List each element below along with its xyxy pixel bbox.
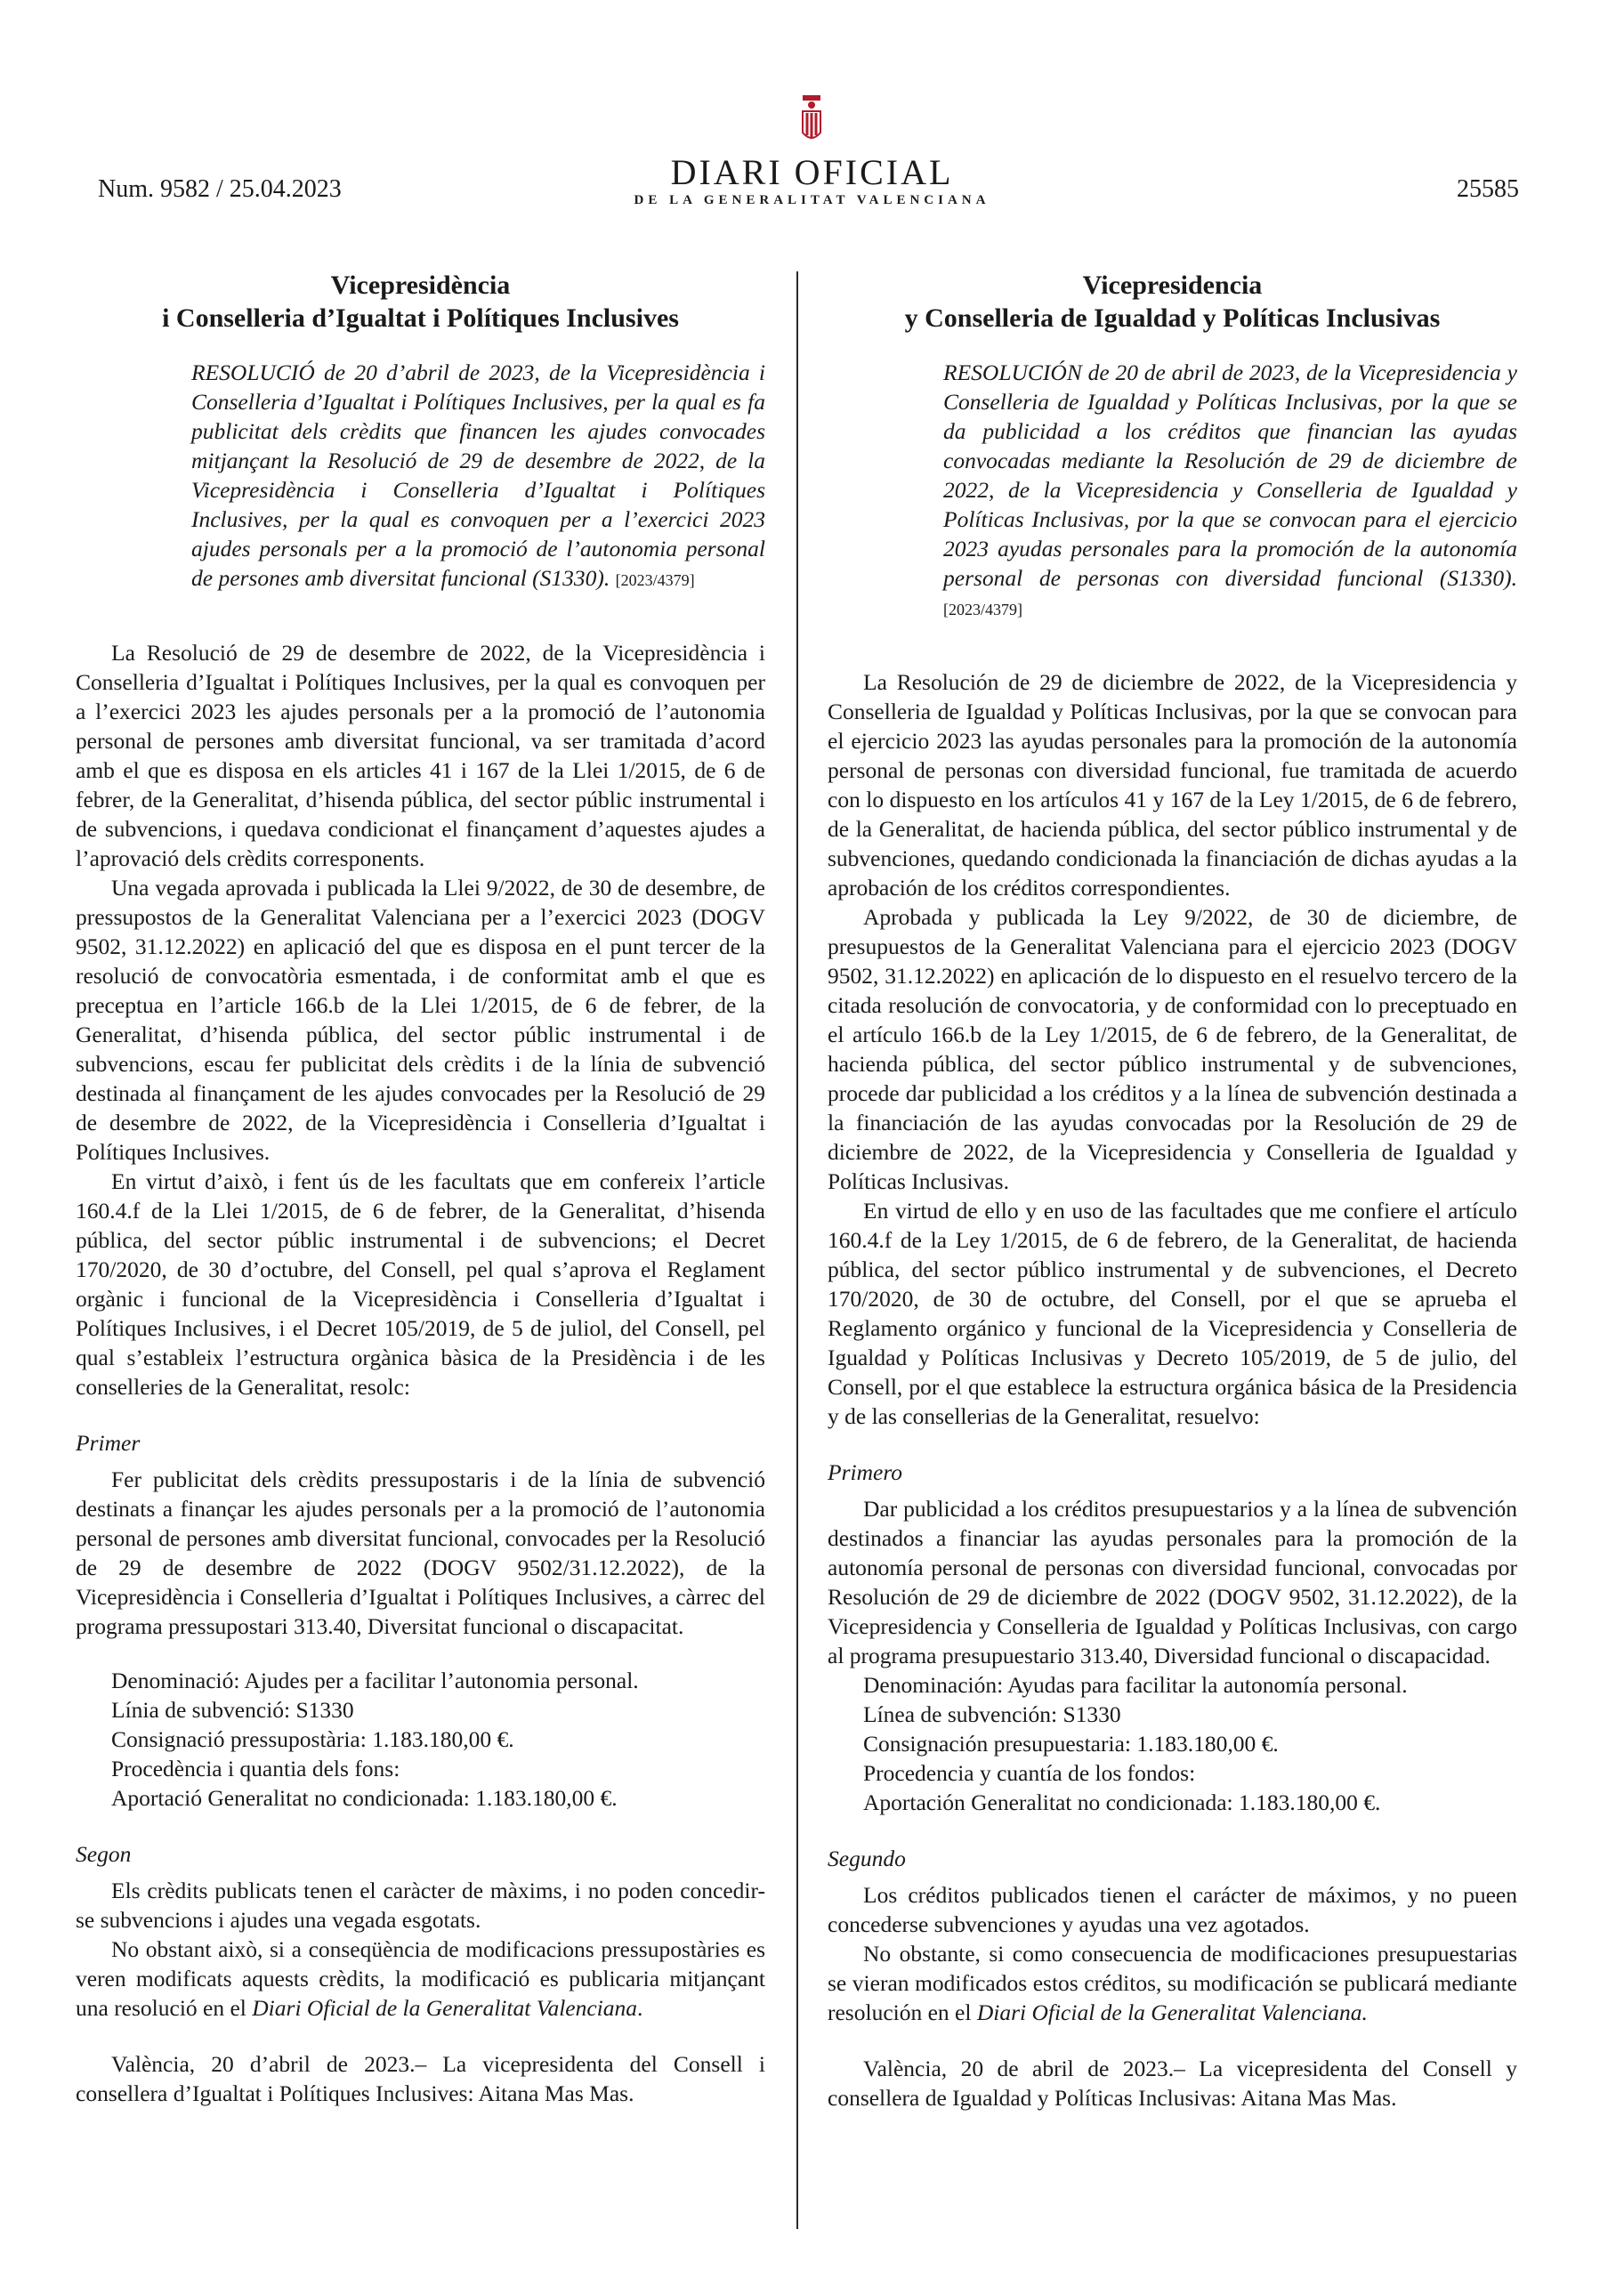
list-item: Denominación: Ayudas para facilitar la autonomía personal. (863, 1672, 1408, 1698)
paragraph: Aprobada y publicada la Ley 9/2022, de 30 de diciembre, de presupuestos de la Generalitat Valenciana para el ejercicio 2023 (DOGV 9502, 31.12.2022) en aplicación de lo dispuesto en el resuelvo tercero de la citada resolución de convocatoria, y de conformidad con lo preceptuado en el artículo 166.b de la Ley 1/2015, de 6 de febrero, de la Generalitat, de hacienda pública, del sector público instrumental y de subvenciones, procede dar publicidad a los créditos y a la línea de subvención destinada a la financiación de las ayudas convocadas por la Resolución de 29 de diciembre de 2022, de la Vicepresidencia y Conselleria de Igualdad y Políticas Inclusivas. (828, 904, 1517, 1194)
article-heading: Segon (76, 1841, 132, 1867)
paragraph: Dar publicidad a los créditos presupuestarios y a la línea de subvención destinados a financiar las ayudas personales para la promoción de la autonomía personal de personas con diversidad funcional, convocadas por Resolución de 29 de diciembre de 2022 (DOGV 9502, 31.12.2022), de la Vicepresidencia y Conselleria de Igualdad y Políticas Inclusivas, con cargo al programa presupuestario 313.40, Diversidad funcional o discapacidad. (828, 1496, 1517, 1668)
resolution-summary: RESOLUCIÓ de 20 d’abril de 2023, de la Vicepresidència i Conselleria d’Igualtat i Polítiques Inclusives, per la qual es fa publicitat dels crèdits que financen les ajudes convocades mitjançant la Resolució de 29 de desembre de 2022, de la Vicepresidència i Conselleria d’Igualtat i Polítiques Inclusives, per la qual es convoquen per a l’exercici 2023 ajudes personals per a la promoció de l’autonomia personal de persones amb diversitat funcional (S1330). [2023/4379] (191, 359, 765, 591)
resolution-body (76, 638, 765, 2108)
column-divider (796, 271, 798, 2229)
list-item: Aportació Generalitat no condicionada: 1.183.180,00 €. (111, 1785, 618, 1811)
reference-code: [2023/4379] (615, 571, 695, 589)
credit-details-list (111, 1666, 765, 1813)
list-item: Denominació: Ajudes per a facilitar l’autonomia personal. (111, 1668, 639, 1693)
paragraph: La Resolució de 29 de desembre de 2022, de la Vicepresidència i Conselleria d’Igualtat i Polítiques Inclusives, per la qual es convoquen per a l’exercici 2023 les ajudes personals per a la promoció de l’autonomia personal de persones amb diversitat funcional, va ser tramitada d’acord amb el que es disposa en els articles 41 i 167 de la Llei 1/2015, de 6 de febrer, de la Generalitat, d’hisenda pública, del sector públic instrumental i de subvencions, i quedava condicionat el finançament d’aquestes ajudes a l’aprovació dels crèdits corresponents. (76, 640, 765, 871)
resolution-body (828, 667, 1517, 2112)
page-number: 25585 (1457, 175, 1519, 203)
reference-code: [2023/4379] (943, 601, 1022, 618)
article-heading: Primero (828, 1459, 903, 1485)
list-item: Procedència i quantia dels fons: (111, 1756, 400, 1781)
paragraph: Una vegada aprovada i publicada la Llei 9/2022, de 30 de desembre, de pressupostos de la Generalitat Valenciana per a l’exercici 2023 (DOGV 9502, 31.12.2022) en aplicació del que es disposa en el punt tercer de la resolució de convocatòria esmentada, i de conformitat amb el que es preceptua en l’article 166.b de la Llei 1/2015, de 6 de febrer, de la Generalitat, d’hisenda pública, del sector públic instrumental i de subvencions, escau fer publicitat dels crèdits i de la línia de subvenció destinada al finançament de les ajudes convocades per la Resolució de 29 de desembre de 2022, de la Vicepresidència i Conselleria d’Igualtat i Polítiques Inclusives. (76, 875, 765, 1165)
generalitat-crest-icon (799, 93, 824, 149)
signature: València, 20 d’abril de 2023.– La vicepresidenta del Consell i consellera d’Igualtat i Polítiques Inclusives: Aitana Mas Mas. (76, 2051, 765, 2106)
signature: València, 20 de abril de 2023.– La vicepresidenta del Consell y consellera de Igualdad y Políticas Inclusivas: Aitana Mas Mas. (828, 2056, 1517, 2111)
credit-details-list (863, 1670, 1517, 1817)
paragraph: La Resolución de 29 de diciembre de 2022, de la Vicepresidencia y Conselleria de Igualdad y Políticas Inclusivas, por la que se convocan para el ejercicio 2023 las ayudas personales para la promoción de la autonomía personal de personas con diversidad funcional, fue tramitada de acuerdo con lo dispuesto en los artículos 41 y 167 de la Ley 1/2015, de 6 de febrero, de la Generalitat, de hacienda pública, del sector público instrumental y de subvenciones, quedando condicionada la financiación de dichas ayudas a la aprobación de los créditos correspondientes. (828, 669, 1517, 901)
paragraph: No obstante, si como consecuencia de modificaciones presupuestarias se vieran modificados estos créditos, su modificación se publicará mediante resolución en el Diari Oficial de la Generalitat Valenciana. (828, 1941, 1517, 2025)
journal-subtitle: DE LA GENERALITAT VALENCIANA (634, 193, 990, 207)
paragraph: Els crèdits publicats tenen el caràcter de màxims, i no poden concedir-se subvencions i ajudes una vegada esgotats. (76, 1878, 765, 1933)
paragraph: En virtud de ello y en uso de las facultades que me confiere el artículo 160.4.f de la Ley 1/2015, de 6 de febrero, de la Generalitat, de hacienda pública, del sector público instrumental y de subvenciones, el Decreto 170/2020, de 30 de octubre, del Consell, por el que se aprueba el Reglamento orgánico y funcional de la Vicepresidencia y Conselleria de Igualdad y Políticas Inclusivas y Decreto 105/2019, de 5 de julio, del Consell, por el que establece la estructura orgánica básica de la Presidencia y de las consellerias de la Generalitat, resuelvo: (828, 1198, 1517, 1429)
section-title: Vicepresidencia y Conselleria de Igualdad y Políticas Inclusivas (904, 271, 1441, 333)
list-item: Línia de subvenció: S1330 (111, 1697, 354, 1723)
paragraph: No obstant això, si a conseqüència de modificacions pressupostàries es veren modificats aquests crèdits, la modificació es publicaria mitjançant una resolució en el Diari Oficial de la Generalitat Valenciana. (76, 1936, 765, 2021)
article-heading: Segundo (828, 1846, 906, 1871)
list-item: Aportación Generalitat no condicionada: 1.183.180,00 €. (863, 1789, 1381, 1815)
column-spanish (828, 269, 1517, 2136)
journal-title: DIARI OFICIAL (670, 152, 954, 192)
issue-number-date: Num. 9582 / 25.04.2023 (98, 175, 342, 203)
article-heading: Primer (76, 1430, 141, 1456)
list-item: Consignación presupuestaria: 1.183.180,00 €. (863, 1731, 1279, 1757)
paragraph: Los créditos publicados tienen el carácter de máximos, y no pueen concederse subvenciones y ayudas una vez agotados. (828, 1882, 1517, 1937)
section-title: Vicepresidència i Conselleria d’Igualtat i Polítiques Inclusives (162, 271, 679, 333)
list-item: Consignació pressupostària: 1.183.180,00 €. (111, 1726, 514, 1752)
resolution-summary: RESOLUCIÓN de 20 de abril de 2023, de la Vicepresidencia y Conselleria de Igualdad y Políticas Inclusivas, por la que se da publicidad a los créditos que financian las ayudas convocadas mediante la Resolución de 29 de diciembre de 2022, de la Vicepresidencia y Conselleria de Igualdad y Políticas Inclusivas, por la que se convocan para el ejercicio 2023 ayudas personales para la promoción de la autonomía personal de personas con diversidad funcional (S1330). [2023/4379] (943, 359, 1517, 618)
column-valencian (76, 269, 765, 2131)
list-item: Línea de subvención: S1330 (863, 1701, 1121, 1727)
list-item: Procedencia y cuantía de los fondos: (863, 1760, 1196, 1786)
paragraph: En virtut d’això, i fent ús de les facultats que em confereix l’article 160.4.f de la Llei 1/2015, de 6 de febrer, de la Generalitat, d’hisenda pública, del sector públic instrumental i de subvencions; el Decret 170/2020, de 30 d’octubre, del Consell, pel qual s’aprova el Reglament orgànic i funcional de la Vicepresidència i Conselleria d’Igualtat i Polítiques Inclusives, i el Decret 105/2019, de 5 de juliol, del Consell, pel qual s’estableix l’estructura orgànica bàsica de la Presidència i de les conselleries de la Generalitat, resolc: (76, 1168, 765, 1400)
paragraph: Fer publicitat dels crèdits pressupostaris i de la línia de subvenció destinats a finançar les ajudes personals per a la promoció de l’autonomia personal de persones amb diversitat funcional, convocades per la Resolució de 29 de desembre de 2022 (DOGV 9502/31.12.2022), de la Vicepresidència i Conselleria d’Igualtat i Polítiques Inclusives, a càrrec del programa pressupostari 313.40, Diversitat funcional o discapacitat. (76, 1466, 765, 1639)
